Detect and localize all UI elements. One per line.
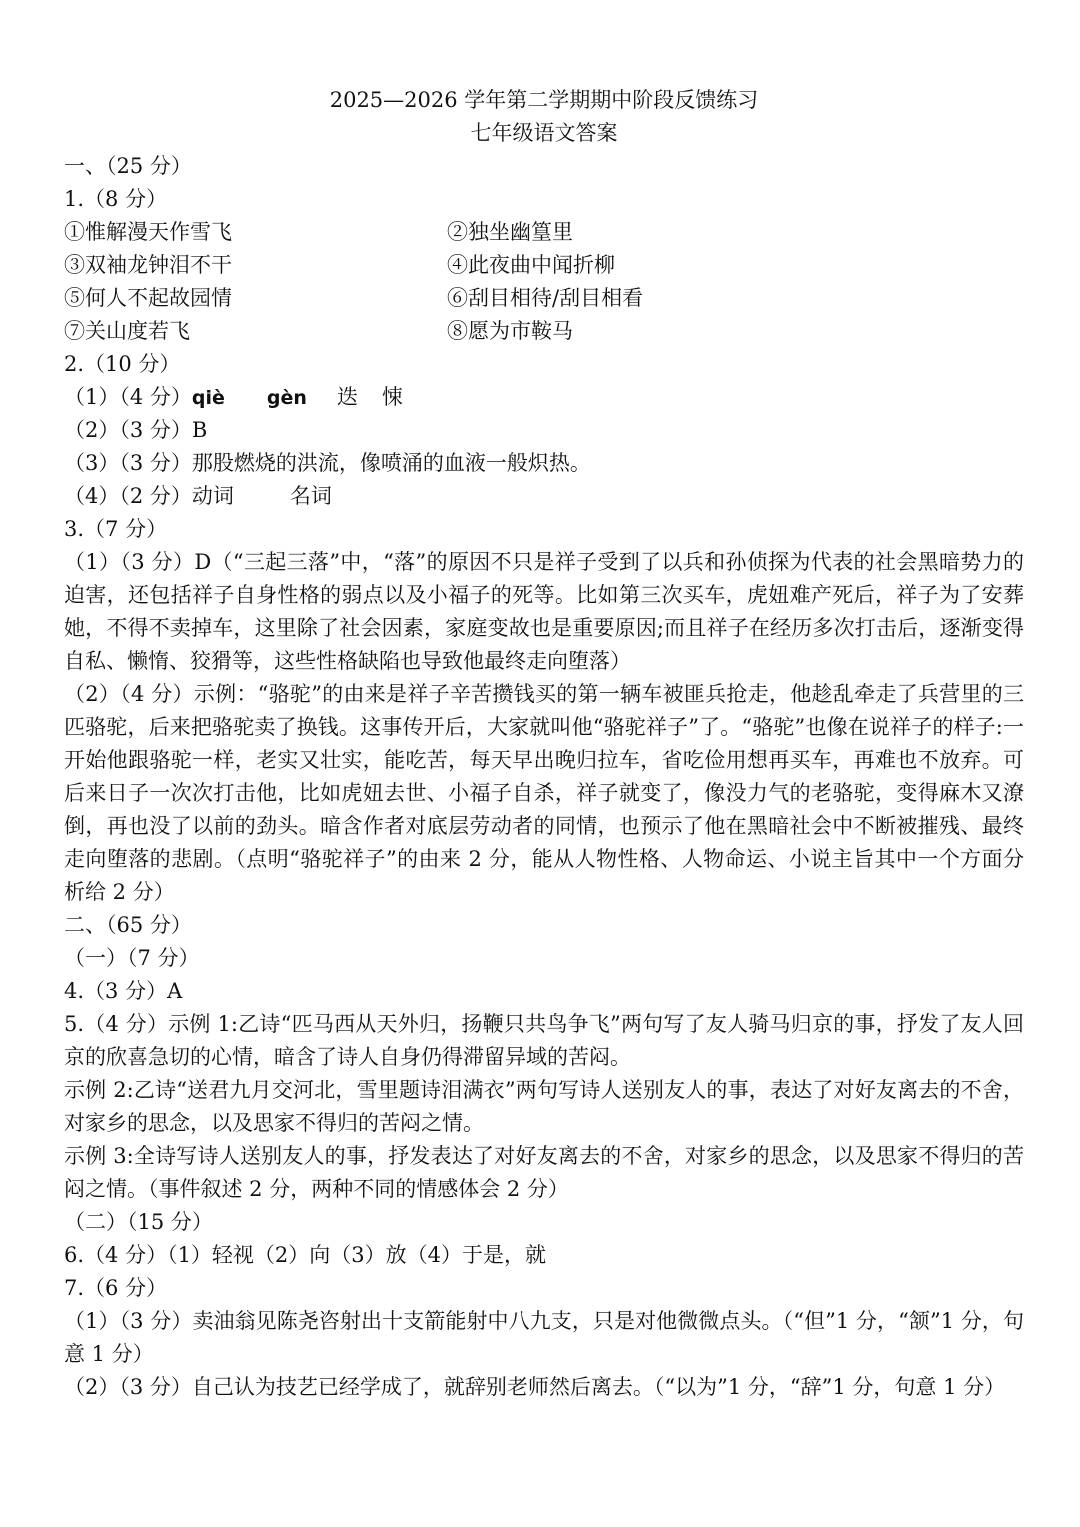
q1-row [64,216,1024,249]
q1-item: ⑤何人不起故园情 [64,286,232,310]
char-answer-2: 悚 [381,385,403,409]
document-title: 2025—2026 学年第二学期期中阶段反馈练习 [329,88,759,112]
section2-heading: （二）（15 分） [64,1210,213,1234]
part1-heading: 一、（25 分） [64,154,192,178]
answer-sheet [64,84,1024,1404]
q7-sub2: （2）（3 分）自己认为技艺已经学成了，就辞别老师然后离去。（“以为”1 分，“辞”1 分，句意 1 分） [64,1375,1006,1399]
q2-sub1 [64,381,1024,414]
q1-label: 1.（8 分） [64,187,168,211]
q2-sub4-second: 名词 [289,484,332,508]
q1-item: ⑧愿为市鞍马 [447,319,573,343]
q1-item: ③双袖龙钟泪不干 [64,253,232,277]
part2-heading: 二、（65 分） [64,913,192,937]
q2-sub4-prefix: （4）（2 分）动词 [64,484,234,508]
q6-answer: 6.（4 分）（1）轻视（2）向（3）放（4）于是，就 [64,1243,547,1267]
q3-sub2: （2）（4 分）示例：“骆驼”的由来是祥子辛苦攒钱买的第一辆车被匪兵抢走，他趁乱牵走了兵营里的三匹骆驼，后来把骆驼卖了换钱。这事传开后，大家就叫他“骆驼祥子”了。“骆驼”也像在说祥子的样子:一开始他跟骆驼一样，老实又壮实，能吃苦，每天早出晚归拉车，省吃俭用想再买车，再难也不放弃。可后来日子一次次打击他，比如虎妞去世、小福子自杀，祥子就变了，像没力气的老骆驼，变得麻木又潦倒，再也没了以前的劲头。暗含作者对底层劳动者的同情，也预示了他在黑暗社会中不断被摧残、最终走向堕落的悲剧。（点明“骆驼祥子”的由来 2 分，能从人物性格、人物命运、小说主旨其中一个方面分析给 2 分） [64,682,1024,904]
q1-row [64,282,1024,315]
q3-label: 3.（7 分） [64,517,168,541]
q5-example-1: 5.（4 分）示例 1:乙诗“匹马西从天外归，扬鞭只共鸟争飞”两句写了友人骑马归京的事，抒发了友人回京的欣喜急切的心情，暗含了诗人自身仍得滞留异域的苦闷。 [64,1012,1024,1069]
q3-sub1: （1）（3 分）D（“三起三落”中，“落”的原因不只是祥子受到了以兵和孙侦探为代表的社会黑暗势力的迫害，还包括祥子自身性格的弱点以及小福子的死等。比如第三次买车，虎妞难产死后，祥子为了安葬她，不得不卖掉车，这里除了社会因素，家庭变故也是重要原因;而且祥子在经历多次打击后，逐渐变得自私、懒惰、狡猾等，这些性格缺陷也导致他最终走向堕落） [64,550,1024,673]
q7-label: 7.（6 分） [64,1276,168,1300]
q2-sub2: （2）（3 分）B [64,418,208,442]
q2-sub3: （3）（3 分）那股燃烧的洪流，像喷涌的血液一般炽热。 [64,451,591,475]
q2-sub4 [64,480,1024,513]
q2-sub1-prefix: （1）（4 分） [64,385,192,409]
pinyin-answer-2: gèn [266,387,307,409]
q1-item: ②独坐幽篁里 [447,220,573,244]
q1-row [64,249,1024,282]
q1-item: ⑦关山度若飞 [64,319,190,343]
q1-item: ⑥刮目相待/刮目相看 [447,286,644,310]
q5-example-2: 示例 2:乙诗“送君九月交河北，雪里题诗泪满衣”两句写诗人送别友人的事，表达了对好友离去的不舍，对家乡的思念，以及思家不得归的苦闷之情。 [64,1078,1024,1135]
char-answer-1: 迭 [336,385,358,409]
section1-heading: （一）（7 分） [64,946,200,970]
q7-sub1: （1）（3 分）卖油翁见陈尧咨射出十支箭能射中八九支，只是对他微微点头。（“但”1 分，“颔”1 分，句意 1 分） [64,1309,1024,1366]
q5-example-3: 示例 3:全诗写诗人送别友人的事，抒发表达了对好友离去的不舍，对家乡的思念，以及思家不得归的苦闷之情。（事件叙述 2 分，两种不同的情感体会 2 分） [64,1144,1024,1201]
q2-label: 2.（10 分） [64,352,181,376]
q1-row [64,315,1024,348]
pinyin-answer-1: qiè [191,387,225,409]
document-subtitle: 七年级语文答案 [470,121,618,145]
q4-answer: 4.（3 分）A [64,979,183,1003]
q1-item: ④此夜曲中闻折柳 [447,253,615,277]
q1-item: ①惟解漫天作雪飞 [64,220,232,244]
